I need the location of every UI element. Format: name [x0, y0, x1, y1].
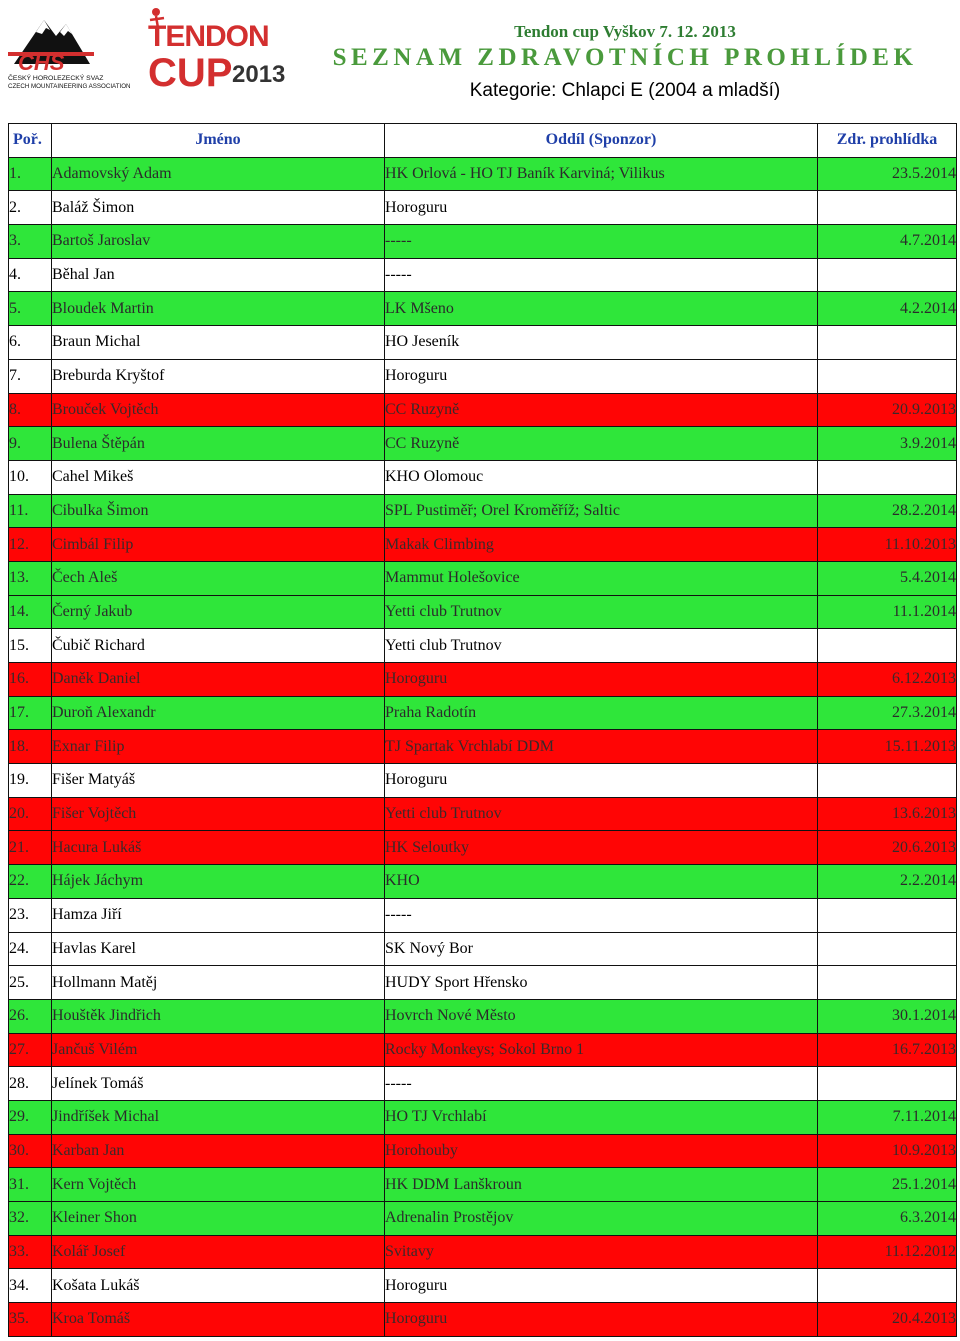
- row-name: Bloudek Martin: [52, 292, 385, 326]
- row-club: -----: [385, 225, 818, 259]
- table-row: [9, 460, 957, 494]
- row-order: 22.: [9, 865, 52, 899]
- table-row: [9, 999, 957, 1033]
- row-name: Čech Aleš: [52, 561, 385, 595]
- row-name: Karban Jan: [52, 1134, 385, 1168]
- table-row: [9, 393, 957, 427]
- row-medical-date: 3.9.2014: [818, 427, 957, 461]
- table-row: [9, 326, 957, 360]
- row-order: 20.: [9, 797, 52, 831]
- row-medical-date: 27.3.2014: [818, 696, 957, 730]
- row-medical-date: [818, 1067, 957, 1101]
- row-medical-date: 5.4.2014: [818, 561, 957, 595]
- row-club: CC Ruzyně: [385, 427, 818, 461]
- row-club: HUDY Sport Hřensko: [385, 966, 818, 1000]
- row-medical-date: 28.2.2014: [818, 494, 957, 528]
- row-medical-date: 2.2.2014: [818, 865, 957, 899]
- row-club: Horoguru: [385, 1303, 818, 1337]
- row-name: Bulena Štěpán: [52, 427, 385, 461]
- row-medical-date: 6.12.2013: [818, 663, 957, 697]
- row-club: Svitavy: [385, 1235, 818, 1269]
- table-row: [9, 865, 957, 899]
- row-order: 14.: [9, 595, 52, 629]
- row-medical-date: [818, 326, 957, 360]
- row-name: Fišer Vojtěch: [52, 797, 385, 831]
- row-club: KHO Olomouc: [385, 460, 818, 494]
- table-row: [9, 1202, 957, 1236]
- row-order: 13.: [9, 561, 52, 595]
- chs-logo: [6, 12, 146, 90]
- row-medical-date: [818, 764, 957, 798]
- row-name: Čubič Richard: [52, 629, 385, 663]
- row-order: 27.: [9, 1033, 52, 1067]
- row-club: TJ Spartak Vrchlabí DDM: [385, 730, 818, 764]
- table-row: [9, 898, 957, 932]
- row-medical-date: 6.3.2014: [818, 1202, 957, 1236]
- row-medical-date: [818, 629, 957, 663]
- row-club: KHO: [385, 865, 818, 899]
- row-name: Duroň Alexandr: [52, 696, 385, 730]
- row-name: Cahel Mikeš: [52, 460, 385, 494]
- row-medical-date: [818, 898, 957, 932]
- table-row: [9, 966, 957, 1000]
- row-name: Hamza Jiří: [52, 898, 385, 932]
- tendon-cup-logo: [146, 4, 292, 88]
- row-order: 31.: [9, 1168, 52, 1202]
- table-row: [9, 494, 957, 528]
- table-row: [9, 595, 957, 629]
- row-order: 32.: [9, 1202, 52, 1236]
- row-name: Hacura Lukáš: [52, 831, 385, 865]
- row-medical-date: 13.6.2013: [818, 797, 957, 831]
- row-club: Makak Climbing: [385, 528, 818, 562]
- row-name: Adamovský Adam: [52, 157, 385, 191]
- row-name: Kleiner Shon: [52, 1202, 385, 1236]
- column-header-medical: Zdr. prohlídka: [818, 124, 957, 158]
- table-row: [9, 258, 957, 292]
- row-order: 2.: [9, 191, 52, 225]
- row-club: Horohouby: [385, 1134, 818, 1168]
- table-row: [9, 225, 957, 259]
- row-name: Bartoš Jaroslav: [52, 225, 385, 259]
- table-row: [9, 191, 957, 225]
- row-club: CC Ruzyně: [385, 393, 818, 427]
- row-club: -----: [385, 1067, 818, 1101]
- table-header-row: [9, 124, 957, 158]
- row-order: 7.: [9, 359, 52, 393]
- row-club: -----: [385, 258, 818, 292]
- table-row: [9, 1134, 957, 1168]
- row-medical-date: 10.9.2013: [818, 1134, 957, 1168]
- row-order: 8.: [9, 393, 52, 427]
- page-title: SEZNAM ZDRAVOTNÍCH PROHLÍDEK: [332, 44, 918, 71]
- row-club: Mammut Holešovice: [385, 561, 818, 595]
- row-order: 26.: [9, 999, 52, 1033]
- svg-text:TENDON: TENDON: [148, 20, 269, 53]
- row-order: 9.: [9, 427, 52, 461]
- row-medical-date: 15.11.2013: [818, 730, 957, 764]
- row-name: Exnar Filip: [52, 730, 385, 764]
- row-name: Kolář Josef: [52, 1235, 385, 1269]
- row-name: Fišer Matyáš: [52, 764, 385, 798]
- table-row: [9, 730, 957, 764]
- row-club: Adrenalin Prostějov: [385, 1202, 818, 1236]
- row-name: Hájek Jáchym: [52, 865, 385, 899]
- table-row: [9, 1235, 957, 1269]
- row-order: 12.: [9, 528, 52, 562]
- row-club: SK Nový Bor: [385, 932, 818, 966]
- row-name: Jindříšek Michal: [52, 1100, 385, 1134]
- row-name: Daněk Daniel: [52, 663, 385, 697]
- row-order: 6.: [9, 326, 52, 360]
- svg-text:CZECH MOUNTAINEERING ASSOCIATI: CZECH MOUNTAINEERING ASSOCIATION: [8, 83, 131, 90]
- row-name: Černý Jakub: [52, 595, 385, 629]
- row-medical-date: [818, 1269, 957, 1303]
- row-club: Horoguru: [385, 191, 818, 225]
- row-order: 1.: [9, 157, 52, 191]
- row-order: 10.: [9, 460, 52, 494]
- page-header: [0, 0, 960, 123]
- row-medical-date: [818, 932, 957, 966]
- row-name: Breburda Kryštof: [52, 359, 385, 393]
- row-medical-date: [818, 359, 957, 393]
- row-club: Yetti club Trutnov: [385, 797, 818, 831]
- row-club: HK DDM Lanškroun: [385, 1168, 818, 1202]
- row-order: 33.: [9, 1235, 52, 1269]
- row-order: 35.: [9, 1303, 52, 1337]
- svg-text:CHS: CHS: [18, 50, 65, 75]
- table-row: [9, 157, 957, 191]
- table-row: [9, 427, 957, 461]
- table-row: [9, 932, 957, 966]
- row-name: Baláž Šimon: [52, 191, 385, 225]
- row-club: Rocky Monkeys; Sokol Brno 1: [385, 1033, 818, 1067]
- row-name: Brouček Vojtěch: [52, 393, 385, 427]
- row-club: SPL Pustiměř; Orel Kroměříž; Saltic: [385, 494, 818, 528]
- row-name: Kern Vojtěch: [52, 1168, 385, 1202]
- row-medical-date: 4.7.2014: [818, 225, 957, 259]
- table-row: [9, 663, 957, 697]
- table-row: [9, 1067, 957, 1101]
- row-club: HK Orlová - HO TJ Baník Karviná; Vilikus: [385, 157, 818, 191]
- column-header-club: Oddíl (Sponzor): [385, 124, 818, 158]
- row-name: Jančuš Vilém: [52, 1033, 385, 1067]
- row-medical-date: 20.9.2013: [818, 393, 957, 427]
- table-row: [9, 1303, 957, 1337]
- row-club: HO TJ Vrchlabí: [385, 1100, 818, 1134]
- row-order: 21.: [9, 831, 52, 865]
- row-medical-date: 11.12.2012: [818, 1235, 957, 1269]
- row-order: 17.: [9, 696, 52, 730]
- row-name: Hollmann Matěj: [52, 966, 385, 1000]
- table-row: [9, 292, 957, 326]
- table-row: [9, 359, 957, 393]
- row-medical-date: [818, 460, 957, 494]
- row-order: 16.: [9, 663, 52, 697]
- event-title: Tendon cup Vyškov 7. 12. 2013: [514, 22, 736, 41]
- row-order: 24.: [9, 932, 52, 966]
- row-medical-date: 20.6.2013: [818, 831, 957, 865]
- row-club: Horoguru: [385, 359, 818, 393]
- row-medical-date: 23.5.2014: [818, 157, 957, 191]
- table-row: [9, 1100, 957, 1134]
- row-name: Cimbál Filip: [52, 528, 385, 562]
- row-order: 29.: [9, 1100, 52, 1134]
- table-row: [9, 1168, 957, 1202]
- table-row: [9, 831, 957, 865]
- column-header-order: Poř.: [9, 124, 52, 158]
- row-medical-date: 7.11.2014: [818, 1100, 957, 1134]
- row-club: Hovrch Nové Město: [385, 999, 818, 1033]
- row-medical-date: 11.10.2013: [818, 528, 957, 562]
- row-order: 18.: [9, 730, 52, 764]
- svg-text:ČESKÝ HOROLEZECKÝ SVAZ: ČESKÝ HOROLEZECKÝ SVAZ: [8, 75, 104, 82]
- row-medical-date: 30.1.2014: [818, 999, 957, 1033]
- row-club: HO Jeseník: [385, 326, 818, 360]
- row-club: -----: [385, 898, 818, 932]
- row-name: Běhal Jan: [52, 258, 385, 292]
- row-order: 3.: [9, 225, 52, 259]
- row-name: Braun Michal: [52, 326, 385, 360]
- column-header-name: Jméno: [52, 124, 385, 158]
- row-club: Horoguru: [385, 764, 818, 798]
- row-order: 15.: [9, 629, 52, 663]
- row-order: 23.: [9, 898, 52, 932]
- row-order: 30.: [9, 1134, 52, 1168]
- table-row: [9, 1033, 957, 1067]
- climber-icon: [152, 8, 160, 16]
- table-row: [9, 696, 957, 730]
- row-club: Yetti club Trutnov: [385, 629, 818, 663]
- row-name: Cibulka Šimon: [52, 494, 385, 528]
- medical-check-table: [8, 123, 957, 1337]
- row-order: 19.: [9, 764, 52, 798]
- row-club: Praha Radotín: [385, 696, 818, 730]
- row-club: Horoguru: [385, 1269, 818, 1303]
- row-medical-date: 11.1.2014: [818, 595, 957, 629]
- row-name: Kroa Tomáš: [52, 1303, 385, 1337]
- row-medical-date: 4.2.2014: [818, 292, 957, 326]
- table-row: [9, 629, 957, 663]
- svg-text:2013: 2013: [232, 61, 286, 88]
- category-label: Kategorie: Chlapci E (2004 a mladší): [469, 80, 781, 101]
- row-medical-date: [818, 966, 957, 1000]
- table-row: [9, 764, 957, 798]
- row-order: 28.: [9, 1067, 52, 1101]
- row-order: 11.: [9, 494, 52, 528]
- row-club: LK Mšeno: [385, 292, 818, 326]
- row-club: Yetti club Trutnov: [385, 595, 818, 629]
- row-medical-date: [818, 191, 957, 225]
- table-row: [9, 1269, 957, 1303]
- row-club: HK Seloutky: [385, 831, 818, 865]
- row-order: 4.: [9, 258, 52, 292]
- row-name: Houštěk Jindřich: [52, 999, 385, 1033]
- table-row: [9, 528, 957, 562]
- row-medical-date: [818, 258, 957, 292]
- row-order: 34.: [9, 1269, 52, 1303]
- row-name: Košata Lukáš: [52, 1269, 385, 1303]
- table-row: [9, 797, 957, 831]
- row-name: Jelínek Tomáš: [52, 1067, 385, 1101]
- table-row: [9, 561, 957, 595]
- row-medical-date: 25.1.2014: [818, 1168, 957, 1202]
- row-medical-date: 16.7.2013: [818, 1033, 957, 1067]
- row-order: 5.: [9, 292, 52, 326]
- svg-text:CUP: CUP: [148, 51, 233, 88]
- row-medical-date: 20.4.2013: [818, 1303, 957, 1337]
- row-name: Havlas Karel: [52, 932, 385, 966]
- row-club: Horoguru: [385, 663, 818, 697]
- row-order: 25.: [9, 966, 52, 1000]
